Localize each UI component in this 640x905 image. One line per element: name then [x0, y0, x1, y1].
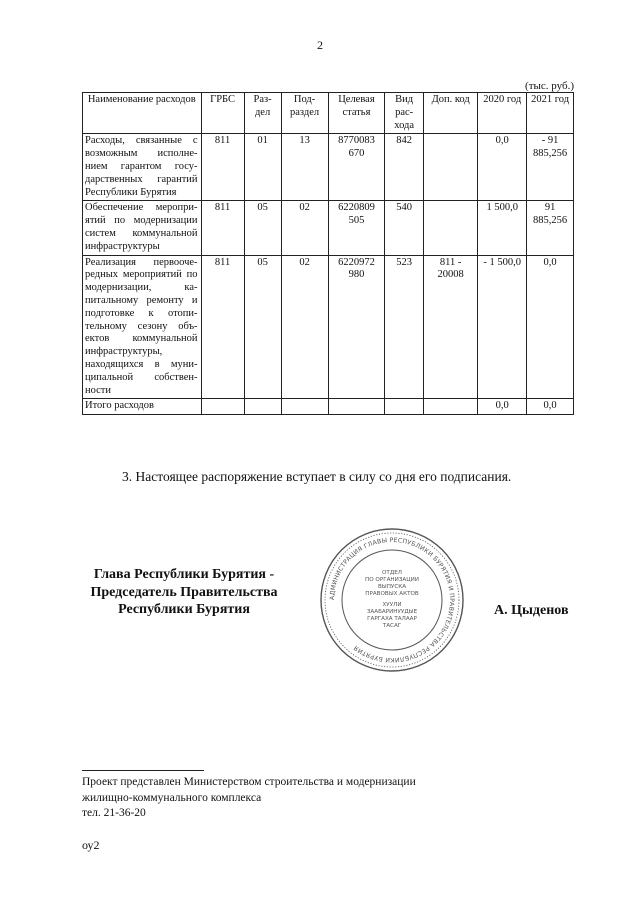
cell-dop [424, 201, 478, 255]
header-podrazdel: Под-раздел [281, 93, 328, 134]
header-dop: Доп. код [424, 93, 478, 134]
cell-empty [328, 399, 385, 415]
cell-razdel: 05 [244, 255, 281, 399]
cell-empty [244, 399, 281, 415]
signer-title [74, 566, 294, 619]
signer-line-2: Председатель Правительства [90, 584, 278, 600]
table-header-row [83, 93, 574, 134]
cell-dop [424, 134, 478, 201]
signer-line-1: Глава Республики Бурятия - [93, 567, 275, 582]
total-year1: 0,0 [478, 399, 527, 415]
clause-text: 3. Настоящее распоряжение вступает в силу со дня его подписания. [122, 469, 512, 484]
cell-dop: 811 - 20008 [424, 255, 478, 399]
svg-text:АДМИНИСТРАЦИЯ ГЛАВЫ РЕСПУБЛИКИ [329, 537, 455, 663]
budget-table [82, 92, 574, 415]
seal-inner-line: ТАСАГ [382, 623, 402, 629]
seal-inner-line: ОТДЕЛ [382, 570, 402, 576]
cell-podrazdel: 02 [281, 255, 328, 399]
cell-podrazdel: 13 [281, 134, 328, 201]
seal-inner-line: ХУУЛИ [382, 602, 402, 608]
table-row [83, 134, 574, 201]
total-year2: 0,0 [527, 399, 574, 415]
table-row [83, 201, 574, 255]
seal-inner-line: ЗААБАРИНУУДЫЕ [366, 609, 418, 615]
document-code: оу2 [82, 838, 100, 852]
cell-year2: 0,0 [527, 255, 574, 399]
cell-year2: - 91 885,256 [527, 134, 574, 201]
official-seal [318, 526, 466, 674]
header-year2: 2021 год [527, 93, 574, 134]
units-label: (тыс. руб.) [525, 80, 574, 92]
cell-grbs: 811 [201, 134, 244, 201]
cell-empty [201, 399, 244, 415]
cell-year2: 91 885,256 [527, 201, 574, 255]
header-razdel: Раз-дел [244, 93, 281, 134]
cell-celevaya: 8770083 670 [328, 134, 385, 201]
header-name: Наименование расходов [83, 93, 202, 134]
signer-name: А. Цыденов [494, 603, 569, 618]
cell-grbs: 811 [201, 201, 244, 255]
seal-inner-line: ГАРГАХА ТАЛААР [367, 616, 417, 622]
cell-grbs: 811 [201, 255, 244, 399]
header-year1: 2020 год [478, 93, 527, 134]
footnote [82, 775, 416, 822]
cell-empty [281, 399, 328, 415]
seal-inner-line: ПО ОРГАНИЗАЦИИ [365, 577, 419, 583]
header-celevaya: Целевая статья [328, 93, 385, 134]
cell-celevaya: 6220809 505 [328, 201, 385, 255]
total-label: Итого расходов [83, 399, 202, 415]
header-vid: Вид рас-хода [385, 93, 424, 134]
signer-line-3: Республики Бурятия [118, 602, 250, 617]
cell-empty [424, 399, 478, 415]
cell-celevaya: 6220972 980 [328, 255, 385, 399]
cell-name: Расходы, связанные с возможным исполне-нием гарантом госу-дарственных гарантий Республики Бурятия [83, 134, 202, 201]
cell-year1: 0,0 [478, 134, 527, 201]
header-grbs: ГРБС [201, 93, 244, 134]
seal-outer-text: АДМИНИСТРАЦИЯ ГЛАВЫ РЕСПУБЛИКИ БУРЯТИЯ И ПРАВИТЕЛЬСТВА РЕСПУБЛИКИ БУРЯТИЯ [328, 536, 456, 664]
cell-vid: 842 [385, 134, 424, 201]
footnote-line-1: Проект представлен Министерством строительства и модернизации [82, 776, 416, 788]
footnote-phone: тел. 21-36-20 [82, 807, 146, 820]
cell-year1: 1 500,0 [478, 201, 527, 255]
cell-name: Реализация первооче-редных мероприятий по модернизации, ка-питальному ремонту и подготовке к отопи-тельному сезону объ-ектов коммунальной инфраструктуры, находящихся в муни-ципальной собствен-ности [83, 255, 202, 399]
cell-podrazdel: 02 [281, 201, 328, 255]
cell-year1: - 1 500,0 [478, 255, 527, 399]
seal-inner-line: ВЫПУСКА [377, 584, 407, 590]
seal-inner-line: ПРАВОВЫХ АКТОВ [365, 591, 419, 597]
cell-vid: 523 [385, 255, 424, 399]
cell-vid: 540 [385, 201, 424, 255]
cell-razdel: 05 [244, 201, 281, 255]
footnote-line-2: жилищно-коммунального комплекса [82, 791, 262, 804]
footnote-divider [82, 770, 204, 771]
cell-empty [385, 399, 424, 415]
cell-razdel: 01 [244, 134, 281, 201]
table-total-row [83, 399, 574, 415]
table-row [83, 255, 574, 399]
cell-name: Обеспечение меропри-ятий по модернизации систем коммунальной инфраструктуры [83, 201, 202, 255]
page-number: 2 [317, 38, 323, 52]
